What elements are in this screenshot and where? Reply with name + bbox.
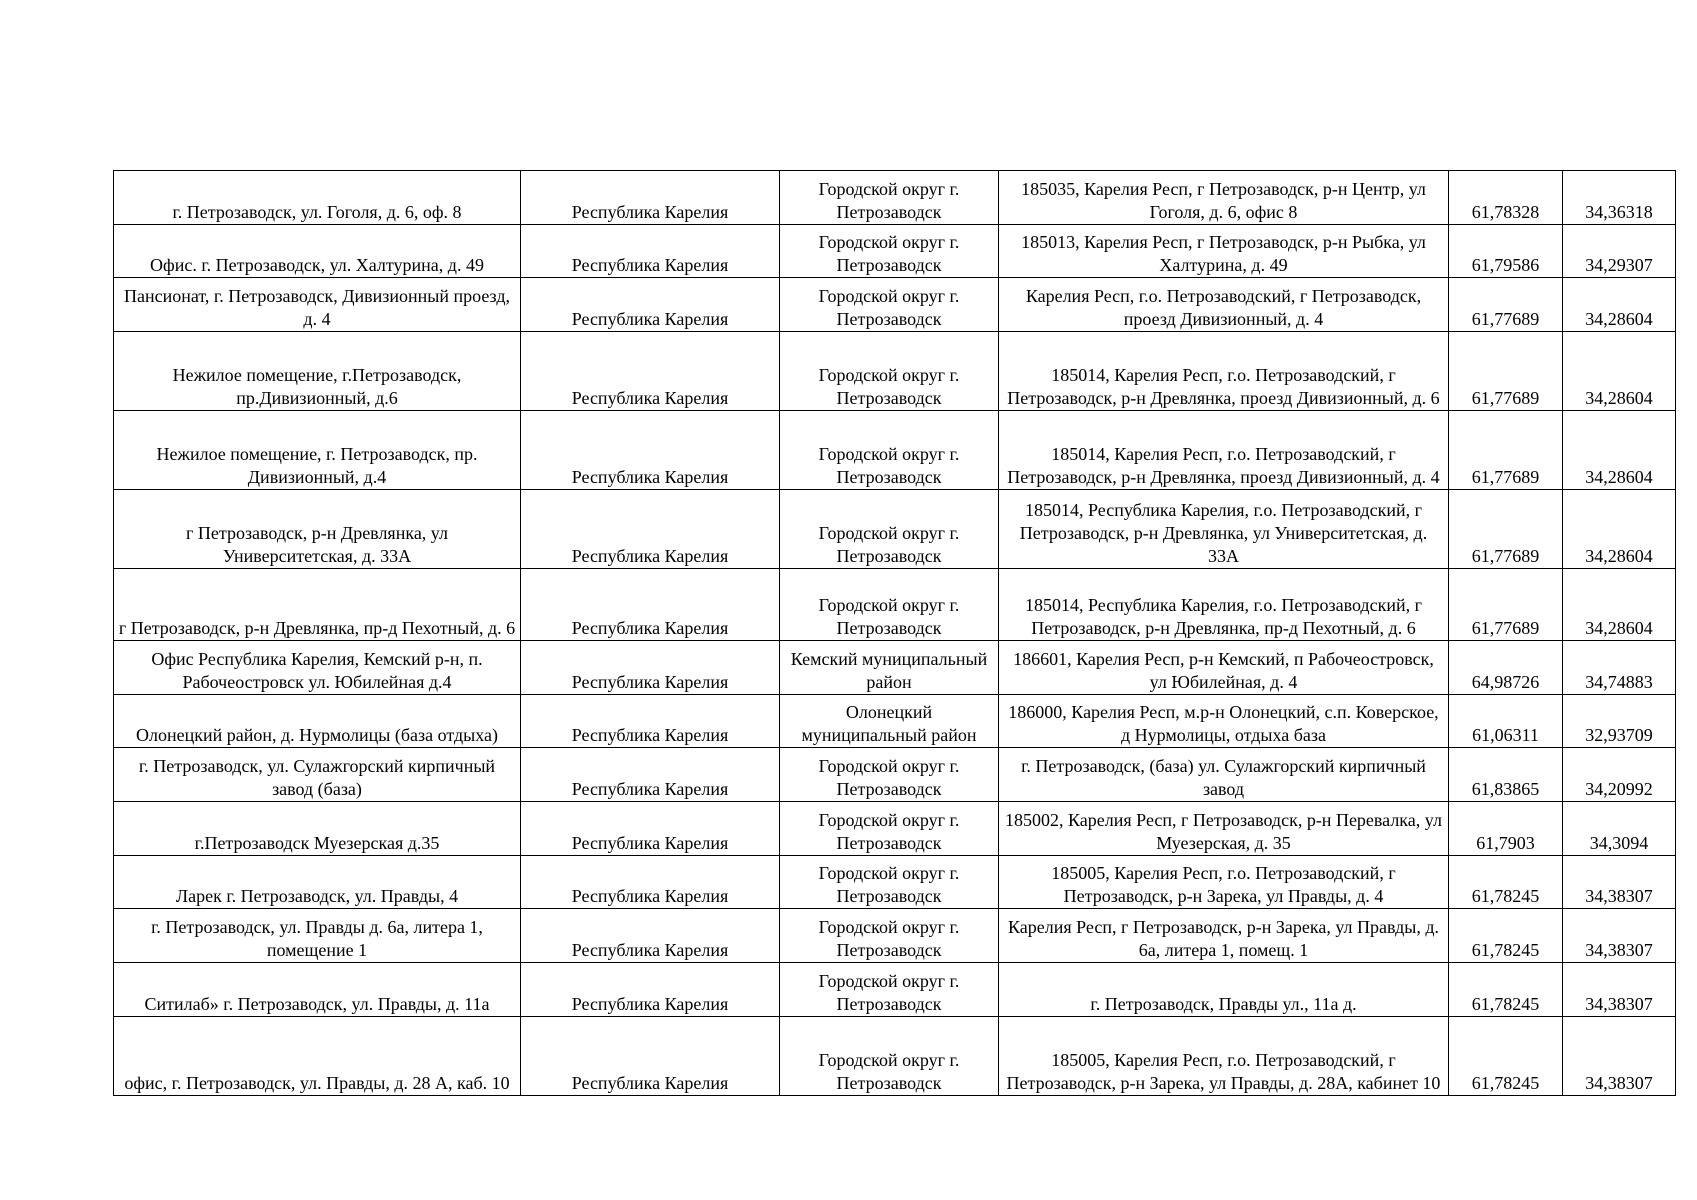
table-row — [114, 278, 1676, 332]
longitude-cell: 34,36318 — [1563, 171, 1676, 225]
region-cell: Республика Карелия — [521, 569, 780, 641]
longitude-cell: 34,28604 — [1563, 278, 1676, 332]
latitude-cell: 61,78245 — [1449, 909, 1563, 963]
address-cell: 186000, Карелия Респ, м.р-н Олонецкий, с.п. Коверское, д Нурмолицы, отдыха база — [999, 695, 1449, 748]
object-name-cell: Ларек г. Петрозаводск, ул. Правды, 4 — [114, 856, 521, 909]
table-row — [114, 225, 1676, 278]
address-cell: 185013, Карелия Респ, г Петрозаводск, р-н Рыбка, ул Халтурина, д. 49 — [999, 225, 1449, 278]
address-cell: Карелия Респ, г Петрозаводск, р-н Зарека, ул Правды, д. 6а, литера 1, помещ. 1 — [999, 909, 1449, 963]
municipality-cell: Городской округ г. Петрозаводск — [780, 963, 999, 1017]
table-row — [114, 1017, 1676, 1096]
region-cell: Республика Карелия — [521, 641, 780, 695]
region-cell: Республика Карелия — [521, 1017, 780, 1096]
region-cell: Республика Карелия — [521, 909, 780, 963]
region-cell: Республика Карелия — [521, 332, 780, 411]
address-cell: 185014, Республика Карелия, г.о. Петрозаводский, г Петрозаводск, р-н Древлянка, пр-д Пехотный, д. 6 — [999, 569, 1449, 641]
latitude-cell: 64,98726 — [1449, 641, 1563, 695]
address-cell: Карелия Респ, г.о. Петрозаводский, г Петрозаводск, проезд Дивизионный, д. 4 — [999, 278, 1449, 332]
address-cell: 185035, Карелия Респ, г Петрозаводск, р-н Центр, ул Гоголя, д. 6, офис 8 — [999, 171, 1449, 225]
region-cell: Республика Карелия — [521, 490, 780, 569]
object-name-cell: Офис. г. Петрозаводск, ул. Халтурина, д. 49 — [114, 225, 521, 278]
table-row — [114, 909, 1676, 963]
latitude-cell: 61,83865 — [1449, 748, 1563, 802]
object-name-cell: Пансионат, г. Петрозаводск, Дивизионный проезд, д. 4 — [114, 278, 521, 332]
latitude-cell: 61,78328 — [1449, 171, 1563, 225]
municipality-cell: Городской округ г. Петрозаводск — [780, 802, 999, 856]
latitude-cell: 61,77689 — [1449, 411, 1563, 490]
table-row — [114, 332, 1676, 411]
object-name-cell: г. Петрозаводск, ул. Правды д. 6а, литера 1, помещение 1 — [114, 909, 521, 963]
longitude-cell: 34,3094 — [1563, 802, 1676, 856]
address-table — [113, 170, 1676, 1096]
municipality-cell: Городской округ г. Петрозаводск — [780, 278, 999, 332]
object-name-cell: офис, г. Петрозаводск, ул. Правды, д. 28 А, каб. 10 — [114, 1017, 521, 1096]
object-name-cell: г Петрозаводск, р-н Древлянка, пр-д Пехотный, д. 6 — [114, 569, 521, 641]
longitude-cell: 34,28604 — [1563, 411, 1676, 490]
address-cell: 185014, Карелия Респ, г.о. Петрозаводский, г Петрозаводск, р-н Древлянка, проезд Дивизионный, д. 6 — [999, 332, 1449, 411]
object-name-cell: Офис Республика Карелия, Кемский р-н, п. Рабочеостровск ул. Юбилейная д.4 — [114, 641, 521, 695]
region-cell: Республика Карелия — [521, 171, 780, 225]
municipality-cell: Городской округ г. Петрозаводск — [780, 225, 999, 278]
address-cell: г. Петрозаводск, (база) ул. Сулажгорский кирпичный завод — [999, 748, 1449, 802]
municipality-cell: Городской округ г. Петрозаводск — [780, 332, 999, 411]
region-cell: Республика Карелия — [521, 225, 780, 278]
longitude-cell: 32,93709 — [1563, 695, 1676, 748]
longitude-cell: 34,28604 — [1563, 490, 1676, 569]
longitude-cell: 34,28604 — [1563, 332, 1676, 411]
table-row — [114, 856, 1676, 909]
object-name-cell: Ситилаб» г. Петрозаводск, ул. Правды, д. 11а — [114, 963, 521, 1017]
latitude-cell: 61,77689 — [1449, 332, 1563, 411]
region-cell: Республика Карелия — [521, 695, 780, 748]
longitude-cell: 34,38307 — [1563, 1017, 1676, 1096]
object-name-cell: г. Петрозаводск, ул. Гоголя, д. 6, оф. 8 — [114, 171, 521, 225]
object-name-cell: г. Петрозаводск, ул. Сулажгорский кирпичный завод (база) — [114, 748, 521, 802]
latitude-cell: 61,77689 — [1449, 278, 1563, 332]
address-cell: г. Петрозаводск, Правды ул., 11а д. — [999, 963, 1449, 1017]
latitude-cell: 61,77689 — [1449, 490, 1563, 569]
latitude-cell: 61,78245 — [1449, 1017, 1563, 1096]
latitude-cell: 61,78245 — [1449, 856, 1563, 909]
table-row — [114, 569, 1676, 641]
longitude-cell: 34,29307 — [1563, 225, 1676, 278]
table-row — [114, 802, 1676, 856]
object-name-cell: Олонецкий район, д. Нурмолицы (база отдыха) — [114, 695, 521, 748]
table-row — [114, 411, 1676, 490]
region-cell: Республика Карелия — [521, 856, 780, 909]
latitude-cell: 61,7903 — [1449, 802, 1563, 856]
object-name-cell: г.Петрозаводск Муезерская д.35 — [114, 802, 521, 856]
latitude-cell: 61,78245 — [1449, 963, 1563, 1017]
longitude-cell: 34,38307 — [1563, 963, 1676, 1017]
longitude-cell: 34,28604 — [1563, 569, 1676, 641]
region-cell: Республика Карелия — [521, 278, 780, 332]
longitude-cell: 34,20992 — [1563, 748, 1676, 802]
table-row — [114, 748, 1676, 802]
table-row — [114, 963, 1676, 1017]
municipality-cell: Городской округ г. Петрозаводск — [780, 171, 999, 225]
longitude-cell: 34,38307 — [1563, 909, 1676, 963]
table-row — [114, 641, 1676, 695]
municipality-cell: Городской округ г. Петрозаводск — [780, 748, 999, 802]
address-cell: 185014, Республика Карелия, г.о. Петрозаводский, г Петрозаводск, р-н Древлянка, ул Университетская, д. 33А — [999, 490, 1449, 569]
municipality-cell: Кемский муниципальный район — [780, 641, 999, 695]
municipality-cell: Городской округ г. Петрозаводск — [780, 909, 999, 963]
longitude-cell: 34,38307 — [1563, 856, 1676, 909]
latitude-cell: 61,77689 — [1449, 569, 1563, 641]
municipality-cell: Городской округ г. Петрозаводск — [780, 856, 999, 909]
object-name-cell: Нежилое помещение, г. Петрозаводск, пр. Дивизионный, д.4 — [114, 411, 521, 490]
address-cell: 185005, Карелия Респ, г.о. Петрозаводский, г Петрозаводск, р-н Зарека, ул Правды, д. 4 — [999, 856, 1449, 909]
municipality-cell: Городской округ г. Петрозаводск — [780, 569, 999, 641]
address-cell: 186601, Карелия Респ, р-н Кемский, п Рабочеостровск, ул Юбилейная, д. 4 — [999, 641, 1449, 695]
table-row — [114, 695, 1676, 748]
object-name-cell: Нежилое помещение, г.Петрозаводск, пр.Дивизионный, д.6 — [114, 332, 521, 411]
municipality-cell: Городской округ г. Петрозаводск — [780, 1017, 999, 1096]
region-cell: Республика Карелия — [521, 411, 780, 490]
region-cell: Республика Карелия — [521, 963, 780, 1017]
longitude-cell: 34,74883 — [1563, 641, 1676, 695]
latitude-cell: 61,79586 — [1449, 225, 1563, 278]
municipality-cell: Городской округ г. Петрозаводск — [780, 411, 999, 490]
region-cell: Республика Карелия — [521, 748, 780, 802]
latitude-cell: 61,06311 — [1449, 695, 1563, 748]
object-name-cell: г Петрозаводск, р-н Древлянка, ул Университетская, д. 33А — [114, 490, 521, 569]
table-row — [114, 171, 1676, 225]
region-cell: Республика Карелия — [521, 802, 780, 856]
municipality-cell: Городской округ г. Петрозаводск — [780, 490, 999, 569]
address-cell: 185002, Карелия Респ, г Петрозаводск, р-н Перевалка, ул Муезерская, д. 35 — [999, 802, 1449, 856]
municipality-cell: Олонецкий муниципальный район — [780, 695, 999, 748]
table-row — [114, 490, 1676, 569]
address-cell: 185005, Карелия Респ, г.о. Петрозаводский, г Петрозаводск, р-н Зарека, ул Правды, д. 28А, кабинет 10 — [999, 1017, 1449, 1096]
address-cell: 185014, Карелия Респ, г.о. Петрозаводский, г Петрозаводск, р-н Древлянка, проезд Дивизионный, д. 4 — [999, 411, 1449, 490]
